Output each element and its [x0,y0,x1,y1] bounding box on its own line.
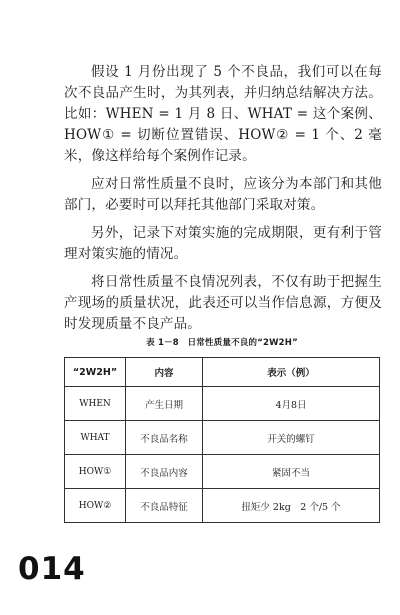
cell-content: 不良品内容 [126,455,203,489]
cell-content: 不良品特征 [126,489,203,523]
table-row [65,455,380,489]
cell-key: HOW② [65,489,126,523]
page-number: 014 [18,551,86,587]
cell-content: 不良品名称 [126,421,203,455]
table-row [65,489,380,523]
header-example: 表示（例） [203,358,380,387]
paragraph-summary: 将日常性质量不良情况列表，不仅有助于把握生产现场的质量状况，此表还可以当作信息源，方便及时发现质量不良产品。 [64,274,382,332]
quality-defect-table [64,357,380,523]
cell-content: 产生日期 [126,387,203,421]
table-row [65,421,380,455]
cell-example: 扭矩少 2kg 2 个/5 个 [203,489,380,523]
paragraph-deadline: 另外，记录下对策实施的完成期限，更有利于管理对策实施的情况。 [64,225,382,262]
table-caption: 表 1－8 日常性质量不良的“2W2H” [146,338,298,348]
header-content: 内容 [126,358,203,387]
table-header-row [65,358,380,387]
paragraph-example: 假设 1 月份出现了 5 个不良品，我们可以在每次不良品产生时，为其列表，并归纳总结解决方法。 比如：WHEN = 1 月 8 日、WHAT = 这个案例、HOW① = 切断位置错误、HOW② = 1 个、2 毫米，像这样给每个案例作记录。 [64,64,382,164]
table-row [65,387,380,421]
paragraph-departments: 应对日常性质量不良时，应该分为本部门和其他部门，必要时可以拜托其他部门采取对策。 [64,176,382,213]
cell-example: 4月8日 [203,387,380,421]
cell-example: 开关的螺钉 [203,421,380,455]
cell-key: WHAT [65,421,126,455]
header-2w2h: “2W2H” [65,358,126,387]
cell-key: WHEN [65,387,126,421]
body-text [64,62,382,342]
cell-example: 紧固不当 [203,455,380,489]
cell-key: HOW① [65,455,126,489]
